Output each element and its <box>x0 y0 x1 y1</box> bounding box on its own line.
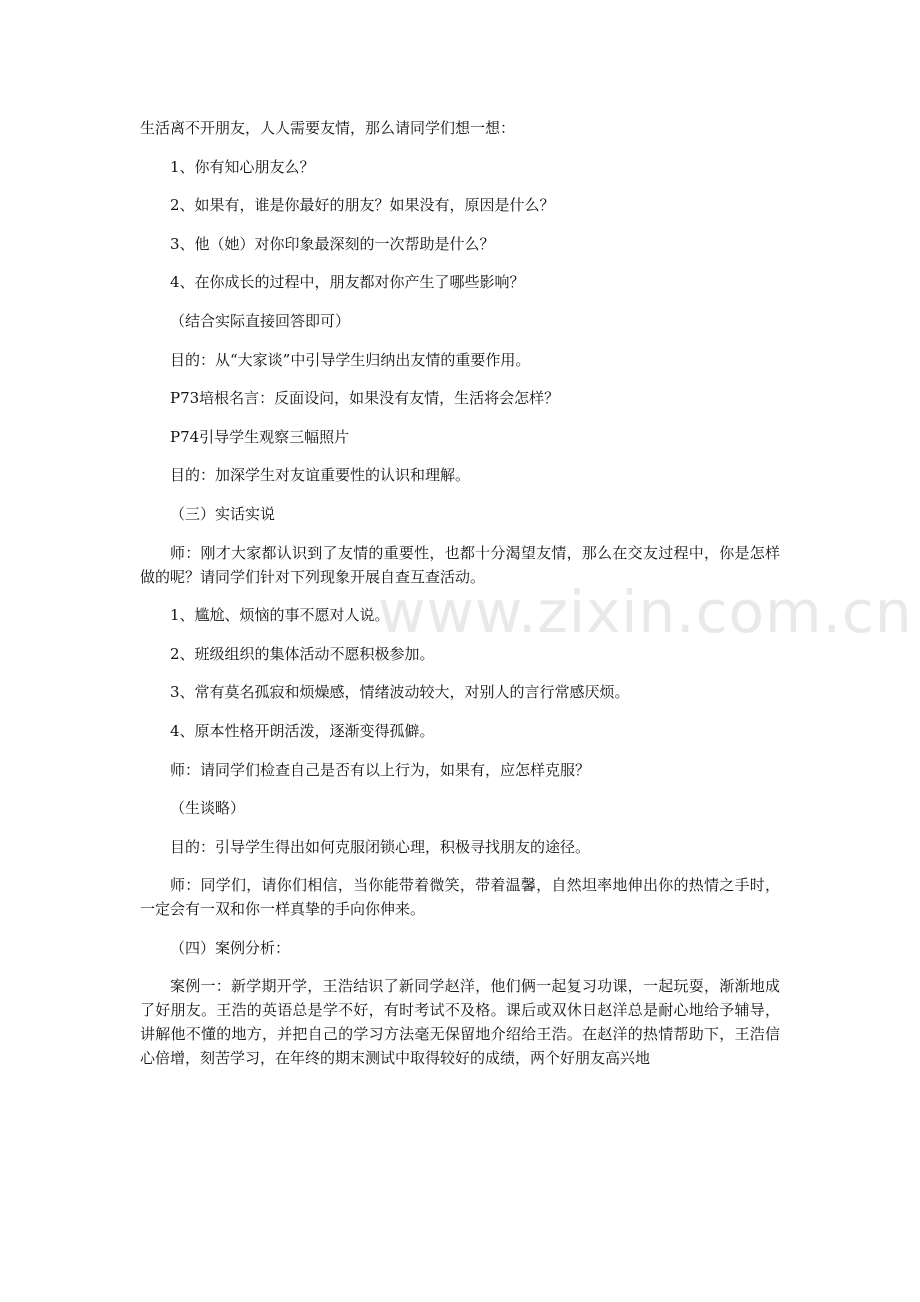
paragraph: （结合实际直接回答即可） <box>170 311 351 330</box>
paragraph: 1、尴尬、烦恼的事不愿对人说。 <box>170 606 390 625</box>
paragraph: （生谈略） <box>170 799 246 818</box>
paragraph: 生活离不开朋友，人人需要友情，那么请同学们想一想： <box>140 119 516 137</box>
paragraph: 1、你有知心朋友么？ <box>170 157 315 176</box>
paragraph: P74引导学生观察三幅照片 <box>170 427 350 446</box>
paragraph: 目的：从“大家谈”中引导学生归纳出友情的重要作用。 <box>170 350 531 369</box>
paragraph: P73培根名言：反面设问，如果没有友情，生活将会怎样？ <box>170 389 560 408</box>
paragraph: 3、常有莫名孤寂和烦燥感，情绪波动较大，对别人的言行常感厌烦。 <box>170 683 630 702</box>
paragraph: 师：请同学们检查自己是否有以上行为，如果有，应怎样克服？ <box>170 760 591 779</box>
paragraph: 目的：加深学生对友谊重要性的认识和理解。 <box>170 466 471 485</box>
section-heading: （三）实话实说 <box>170 504 276 523</box>
paragraph: 师：刚才大家都认识到了友情的重要性，也都十分渴望友情，那么在交友过程中，你是怎样做的呢？请同学们针对下列现象开展自查互查活动。 <box>140 543 780 586</box>
section-heading: （四）案例分析： <box>170 938 291 957</box>
paragraph: 2、如果有，谁是你最好的朋友？如果没有，原因是什么？ <box>170 196 555 215</box>
paragraph: 2、班级组织的集体活动不愿积极参加。 <box>170 644 435 663</box>
document-body <box>140 116 780 1085</box>
paragraph: 目的：引导学生得出如何克服闭锁心理，积极寻找朋友的途径。 <box>170 837 591 856</box>
paragraph: 4、原本性格开朗活泼，逐渐变得孤僻。 <box>170 721 435 740</box>
paragraph: 师：同学们，请你们相信，当你能带着微笑，带着温馨，自然坦率地伸出你的热情之手时，一定会有一双和你一样真挚的手向你伸来。 <box>140 876 780 919</box>
paragraph: 案例一：新学期开学，王浩结识了新同学赵洋，他们俩一起复习功课，一起玩耍，渐渐地成了好朋友。王浩的英语总是学不好，有时考试不及格。课后或双休日赵洋总是耐心地给予辅导，讲解他不懂的地方，并把自己的学习方法毫无保留地介绍给王浩。在赵洋的热情帮助下，王浩信心倍增，刻苦学习，在年终的期末测试中取得较好的成绩，两个好朋友高兴地 <box>140 977 780 1068</box>
paragraph: 4、在你成长的过程中，朋友都对你产生了哪些影响？ <box>170 273 525 292</box>
watermark: www.zixin.com.cn <box>378 578 913 646</box>
paragraph: 3、他（她）对你印象最深刻的一次帮助是什么？ <box>170 234 495 253</box>
